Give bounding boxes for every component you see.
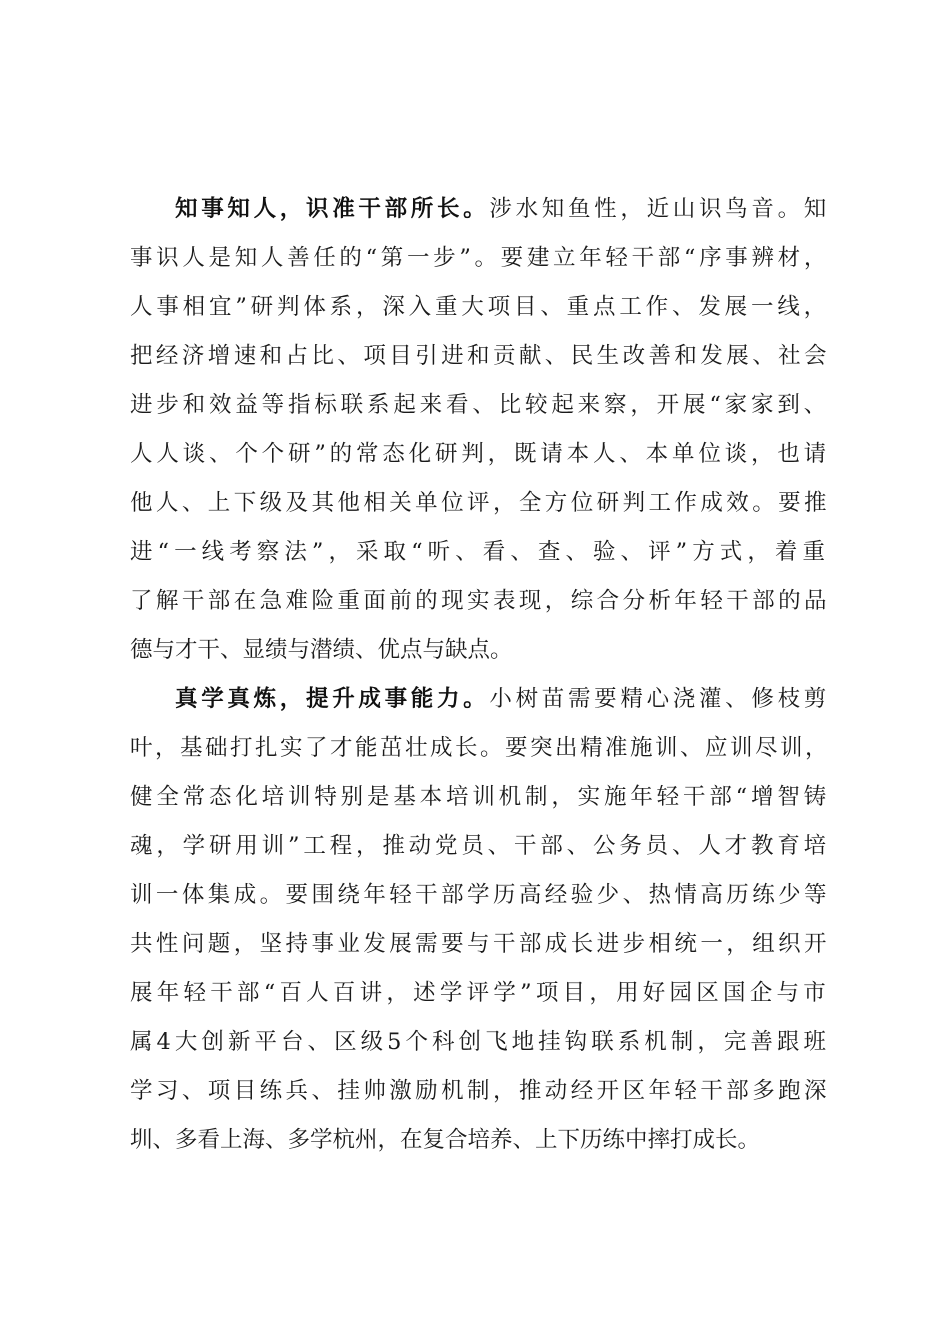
paragraph-2-text-line: 叶，基础打扎实了才能茁壮成长。要突出精准施训、应训尽训， — [130, 735, 830, 761]
paragraph-2-text-line: 共性问题，坚持事业发展需要与干部成长进步相统一，组织开 — [130, 931, 830, 957]
paragraph-1-text-line: 涉水知鱼性，近山识鸟音。知 — [489, 196, 830, 222]
paragraph-1 — [130, 185, 830, 675]
paragraph-2-line-1 — [130, 675, 830, 724]
paragraph-2-text-line: 魂，学研用训”工程，推动党员、干部、公务员、人才教育培 — [130, 833, 830, 859]
paragraph-2-text-line: 圳、多看上海、多学杭州，在复合培养、上下历练中摔打成长。 — [130, 1127, 761, 1153]
paragraph-1-text-line: 进步和效益等指标联系起来看、比较起来察，开展“家家到、 — [130, 392, 830, 418]
paragraph-1-text-line: 德与才干、显绩与潜绩、优点与缺点。 — [130, 637, 513, 663]
paragraph-2-text-line: 学习、项目练兵、挂帅激励机制，推动经开区年轻干部多跑深 — [130, 1078, 830, 1104]
paragraph-1-heading: 知事知人，识准干部所长。 — [175, 196, 490, 222]
paragraph-2 — [130, 675, 830, 1165]
paragraph-1-text-line: 他人、上下级及其他相关单位评，全方位研判工作成效。要推 — [130, 490, 830, 516]
paragraph-1-text-line: 人事相宜”研判体系，深入重大项目、重点工作、发展一线， — [130, 294, 830, 320]
document-body — [130, 185, 830, 1165]
paragraph-2-text-line: 小树苗需要精心浇灌、修枝剪 — [489, 686, 830, 712]
paragraph-2-heading: 真学真炼，提升成事能力。 — [175, 686, 490, 712]
paragraph-1-text-line: 人人谈、个个研”的常态化研判，既请本人、本单位谈，也请 — [130, 441, 830, 467]
paragraph-2-text-line: 训一体集成。要围绕年轻干部学历高经验少、热情高历练少等 — [130, 882, 830, 908]
paragraph-1-text-line: 把经济增速和占比、项目引进和贡献、民生改善和发展、社会 — [130, 343, 830, 369]
paragraph-2-text-line: 属4大创新平台、区级5个科创飞地挂钩联系机制，完善跟班 — [130, 1029, 830, 1055]
paragraph-1-text-line: 了解干部在急难险重面前的现实表现，综合分析年轻干部的品 — [130, 588, 830, 614]
paragraph-1-text-line: 事识人是知人善任的“第一步”。要建立年轻干部“序事辨材， — [130, 245, 830, 271]
paragraph-2-text-line: 展年轻干部“百人百讲，述学评学”项目，用好园区国企与市 — [130, 980, 830, 1006]
paragraph-1-text-line: 进“一线考察法”，采取“听、看、查、验、评”方式，着重 — [130, 539, 830, 565]
paragraph-2-text-line: 健全常态化培训特别是基本培训机制，实施年轻干部“增智铸 — [130, 784, 830, 810]
paragraph-1-line-1 — [130, 185, 830, 234]
